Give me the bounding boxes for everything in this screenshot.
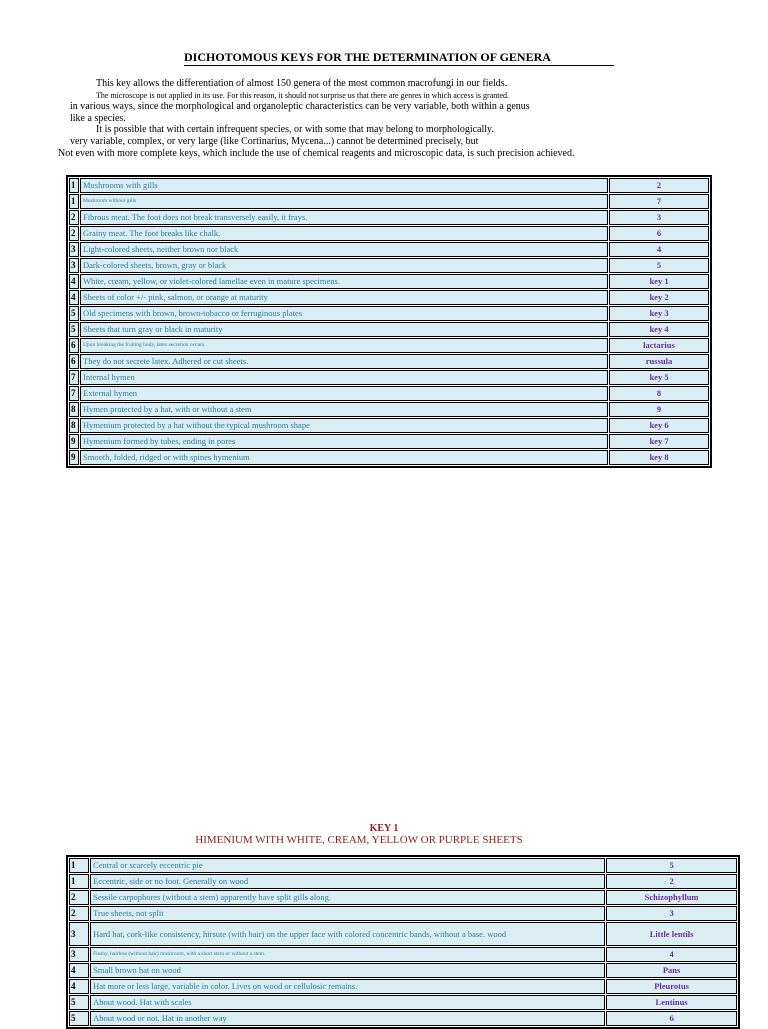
step-number: 3 <box>69 242 79 257</box>
step-description: Eccentric, side or no foot. Generally on wood <box>90 874 605 889</box>
key1-subtitle: HIMENIUM WITH WHITE, CREAM, YELLOW OR PURPLE SHEETS <box>195 834 523 846</box>
step-result: Pans <box>606 963 737 978</box>
key-row <box>69 370 709 385</box>
step-number: 1 <box>69 178 79 193</box>
step-result: Pleurotus <box>606 979 737 994</box>
step-result: 3 <box>606 906 737 921</box>
step-number: 8 <box>69 418 79 433</box>
key-row <box>69 210 709 225</box>
step-description: Mushrooms with gills <box>80 178 608 193</box>
key-row <box>69 274 709 289</box>
step-description: They do not secrete latex. Adhered or cut sheets. <box>80 354 608 369</box>
step-description: External hymen <box>80 386 608 401</box>
key-row <box>69 306 709 321</box>
intro-line: The microscope is not applied in its use. For this reason, it should not surprise us that there are genres in which access is granted. <box>96 90 510 100</box>
step-result: key 4 <box>609 322 709 337</box>
step-result: 3 <box>609 210 709 225</box>
step-result: key 2 <box>609 290 709 305</box>
step-description: Sheets that turn gray or black in maturity <box>80 322 608 337</box>
step-number: 6 <box>69 354 79 369</box>
step-description: Fleshy, hairless (without hair) mushroom, with a short stem or without a stem. <box>90 947 605 962</box>
document-title: DICHOTOMOUS KEYS FOR THE DETERMINATION OF GENERA <box>184 50 614 66</box>
step-result: key 1 <box>609 274 709 289</box>
key-row <box>69 178 709 193</box>
step-number: 4 <box>69 963 89 978</box>
key-row <box>69 922 737 946</box>
step-number: 9 <box>69 450 79 465</box>
step-description: Dark-colored sheets, brown, gray or black <box>80 258 608 273</box>
step-number: 3 <box>69 258 79 273</box>
key-row <box>69 354 709 369</box>
step-description: Hymenium formed by tubes, ending in pores <box>80 434 608 449</box>
step-number: 8 <box>69 402 79 417</box>
key-row <box>69 322 709 337</box>
key-row <box>69 995 737 1010</box>
key-row <box>69 963 737 978</box>
step-result: key 3 <box>609 306 709 321</box>
step-number: 3 <box>69 922 89 946</box>
step-description: Hymen protected by a hat, with or without a stem <box>80 402 608 417</box>
step-description: About wood or not. Hat in another way <box>90 1011 605 1026</box>
step-result: key 8 <box>609 450 709 465</box>
step-description: Mushroom without gills <box>80 194 608 209</box>
step-description: Central or scarcely eccentric pie <box>90 858 605 873</box>
step-number: 7 <box>69 386 79 401</box>
key-row <box>69 874 737 889</box>
step-description: Sessile carpophores (without a stem) apparently have split gills along. <box>90 890 605 905</box>
intro-line: in various ways, since the morphological and organoleptic characteristics can be very variable, both within a genus <box>70 101 530 113</box>
step-result: 9 <box>609 402 709 417</box>
step-result: 6 <box>609 226 709 241</box>
step-number: 2 <box>69 226 79 241</box>
key-row <box>69 979 737 994</box>
step-number: 4 <box>69 290 79 305</box>
step-result: key 6 <box>609 418 709 433</box>
step-result: 5 <box>606 858 737 873</box>
step-number: 6 <box>69 338 79 353</box>
key-row <box>69 947 737 962</box>
key-row <box>69 290 709 305</box>
step-number: 5 <box>69 995 89 1010</box>
step-description: Light-colored sheets, neither brown nor black <box>80 242 608 257</box>
step-result: lactarius <box>609 338 709 353</box>
intro-line: Not even with more complete keys, which include the use of chemical reagents and microscopic data, is such precision achieved. <box>58 147 575 159</box>
step-description: True sheets, not split <box>90 906 605 921</box>
step-number: 1 <box>69 874 89 889</box>
step-description: Upon breaking the fruiting body, latex secretion occurs. <box>80 338 608 353</box>
key-row <box>69 450 709 465</box>
step-description: Smooth, folded, ridged or with spines hymenium <box>80 450 608 465</box>
intro-line: like a species. <box>70 112 126 124</box>
key-row <box>69 194 709 209</box>
step-number: 2 <box>69 890 89 905</box>
step-result: russula <box>609 354 709 369</box>
key-row <box>69 338 709 353</box>
intro-line: This key allows the differentiation of almost 150 genera of the most common macrofungi in our fields. <box>96 78 508 89</box>
key-row <box>69 890 737 905</box>
key1-title: KEY 1 <box>369 823 399 834</box>
key-row <box>69 906 737 921</box>
step-description: Small brown hat on wood <box>90 963 605 978</box>
step-number: 7 <box>69 370 79 385</box>
step-result: 6 <box>606 1011 737 1026</box>
step-number: 5 <box>69 306 79 321</box>
step-number: 4 <box>69 979 89 994</box>
step-result: Schizophyllum <box>606 890 737 905</box>
key-row <box>69 258 709 273</box>
intro-line: very variable, complex, or very large (like Cortinarius, Mycena...) cannot be determined precisely, but <box>70 135 479 147</box>
step-number: 5 <box>69 322 79 337</box>
step-description: Grainy meat. The foot breaks like chalk. <box>80 226 608 241</box>
main-key-table <box>66 175 712 468</box>
step-result: Lentinus <box>606 995 737 1010</box>
step-number: 2 <box>69 210 79 225</box>
step-description: Hymenium protected by a hat without the typical mushroom shape <box>80 418 608 433</box>
step-result: 8 <box>609 386 709 401</box>
step-result: 4 <box>609 242 709 257</box>
step-description: Internal hymen <box>80 370 608 385</box>
step-number: 2 <box>69 906 89 921</box>
intro-line: It is possible that with certain infrequent species, or with some that may belong to morphologically. <box>96 124 494 136</box>
step-description: About wood. Hat with scales <box>90 995 605 1010</box>
step-description: Sheets of color +/- pink, salmon, or orange at maturity <box>80 290 608 305</box>
step-result: 2 <box>606 874 737 889</box>
key-row <box>69 386 709 401</box>
key1-table <box>66 855 740 1029</box>
step-number: 1 <box>69 858 89 873</box>
key-row <box>69 858 737 873</box>
step-description: Hat more or less large, variable in color. Lives on wood or cellulosic remains. <box>90 979 605 994</box>
step-result: 7 <box>609 194 709 209</box>
key-row <box>69 242 709 257</box>
step-number: 3 <box>69 947 89 962</box>
step-result: 4 <box>606 947 737 962</box>
step-result: key 5 <box>609 370 709 385</box>
step-number: 4 <box>69 274 79 289</box>
step-description: White, cream, yellow, or violet-colored lamellae even in mature specimens. <box>80 274 608 289</box>
step-result: 5 <box>609 258 709 273</box>
step-number: 5 <box>69 1011 89 1026</box>
key-row <box>69 434 709 449</box>
step-result: Little lentils <box>606 922 737 946</box>
step-number: 1 <box>69 194 79 209</box>
step-description: Hard hat, cork-like consistency, hirsute (with hair) on the upper face with colored concentric bands, without a base. wood <box>90 922 605 946</box>
key-row <box>69 226 709 241</box>
step-number: 9 <box>69 434 79 449</box>
step-result: key 7 <box>609 434 709 449</box>
intro-text <box>58 78 640 159</box>
key-row <box>69 418 709 433</box>
step-result: 2 <box>609 178 709 193</box>
step-description: Fibrous meat. The foot does not break transversely easily, it frays. <box>80 210 608 225</box>
step-description: Old specimens with brown, brown-tobacco or ferruginous plates <box>80 306 608 321</box>
key-row <box>69 402 709 417</box>
